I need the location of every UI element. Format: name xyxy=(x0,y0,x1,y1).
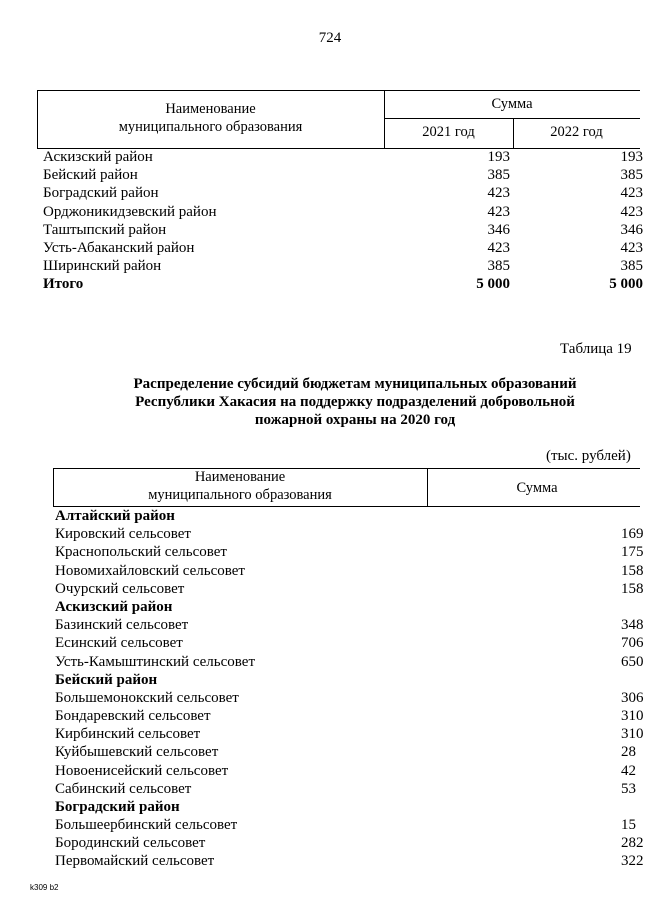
table-row xyxy=(55,762,640,780)
row-value-2022: 423 xyxy=(620,240,643,256)
t2-header-sum: Сумма xyxy=(516,480,558,496)
row-value: 158 xyxy=(621,563,644,579)
row-value-2022: 346 xyxy=(620,222,643,238)
row-name: Большеербинский сельсовет xyxy=(55,817,238,833)
row-name: Кирбинский сельсовет xyxy=(55,726,201,742)
table-row xyxy=(55,562,644,580)
row-value: 53 xyxy=(621,781,636,797)
row-value: 322 xyxy=(621,853,644,869)
row-value: 310 xyxy=(621,726,644,742)
row-name: Куйбышевский сельсовет xyxy=(55,744,219,760)
page-number: 724 xyxy=(318,30,342,46)
row-value: 175 xyxy=(621,544,644,560)
section-title xyxy=(40,375,670,429)
row-name: Кировский сельсовет xyxy=(55,526,191,542)
row-name: Боградский район xyxy=(43,185,159,201)
row-value-2021: 423 xyxy=(487,240,510,256)
row-name: Новомихайловский сельсовет xyxy=(55,563,245,579)
table-row-total xyxy=(43,275,643,293)
table-row xyxy=(55,616,644,634)
district-heading xyxy=(55,798,640,816)
row-name: Первомайский сельсовет xyxy=(55,853,215,869)
row-name: Большемонокский сельсовет xyxy=(55,690,239,706)
district-name: Аскизский район xyxy=(55,599,173,615)
title-line-1: Распределение субсидий бюджетам муниципальных образований xyxy=(133,376,577,392)
row-value-2021: 385 xyxy=(487,258,510,274)
table-label: Таблица 19 xyxy=(560,341,632,357)
table-row xyxy=(55,834,644,852)
table-row xyxy=(55,725,644,743)
row-name: Бейский район xyxy=(43,167,138,183)
district-heading xyxy=(55,507,640,525)
row-value: 42 xyxy=(621,763,636,779)
row-value-2021: 423 xyxy=(487,185,510,201)
row-value-2021: 423 xyxy=(487,204,510,220)
table-row xyxy=(55,743,640,761)
row-value: 650 xyxy=(621,654,644,670)
units-label: (тыс. рублей) xyxy=(546,448,631,464)
row-value: 706 xyxy=(621,635,644,651)
t1-header-year-2022: 2022 год xyxy=(550,124,603,140)
table-row xyxy=(55,816,640,834)
row-value: 348 xyxy=(621,617,644,633)
row-name: Базинский сельсовет xyxy=(55,617,189,633)
table-row xyxy=(55,580,644,598)
t2-header-name-line1: Наименование xyxy=(194,469,286,485)
table-row xyxy=(43,166,643,184)
table-row xyxy=(43,148,643,166)
t1-header-sum: Сумма xyxy=(491,96,533,112)
t1-header-name-line2: муниципального образования xyxy=(118,119,303,135)
row-value-2022: 193 xyxy=(620,149,643,165)
district-name: Бейский район xyxy=(55,672,158,688)
total-value-2022: 5 000 xyxy=(609,276,643,292)
table-row xyxy=(55,653,644,671)
row-value: 310 xyxy=(621,708,644,724)
table-row xyxy=(55,543,644,561)
table-row xyxy=(43,184,643,202)
t2-header-name-line2: муниципального образования xyxy=(148,487,332,503)
t1-header-year-2021: 2021 год xyxy=(422,124,475,140)
row-name: Таштыпский район xyxy=(43,222,167,238)
row-value-2022: 423 xyxy=(620,185,643,201)
table-row xyxy=(55,707,644,725)
table-row xyxy=(43,203,643,221)
total-label: Итого xyxy=(43,276,84,292)
row-name: Аскизский район xyxy=(43,149,153,165)
row-name: Бородинский сельсовет xyxy=(55,835,206,851)
row-value: 15 xyxy=(621,817,636,833)
table-row xyxy=(55,689,644,707)
row-name: Краснопольский сельсовет xyxy=(55,544,227,560)
row-value: 306 xyxy=(621,690,644,706)
district-heading xyxy=(55,671,640,689)
row-value-2021: 385 xyxy=(487,167,510,183)
row-value-2021: 193 xyxy=(487,149,510,165)
table-row xyxy=(43,239,643,257)
row-value: 28 xyxy=(621,744,636,760)
district-name: Алтайский район xyxy=(55,508,175,524)
row-name: Бондаревский сельсовет xyxy=(55,708,211,724)
t1-header-name-line1: Наименование xyxy=(165,101,256,117)
table-row xyxy=(55,852,644,870)
row-value: 169 xyxy=(621,526,644,542)
row-value-2022: 385 xyxy=(620,258,643,274)
district-name: Боградский район xyxy=(55,799,180,815)
table-row xyxy=(55,780,640,798)
row-value: 158 xyxy=(621,581,644,597)
row-value: 282 xyxy=(621,835,644,851)
title-line-3: пожарной охраны на 2020 год xyxy=(254,412,456,428)
row-value-2022: 423 xyxy=(620,204,643,220)
row-name: Ширинский район xyxy=(43,258,162,274)
row-name: Усть-Камыштинский сельсовет xyxy=(55,654,256,670)
row-name: Есинский сельсовет xyxy=(55,635,183,651)
row-name: Усть-Абаканский район xyxy=(43,240,195,256)
row-name: Сабинский сельсовет xyxy=(55,781,192,797)
row-value-2021: 346 xyxy=(487,222,510,238)
table-row xyxy=(43,257,643,275)
total-value-2021: 5 000 xyxy=(476,276,510,292)
table-row xyxy=(55,525,644,543)
table-row xyxy=(43,221,643,239)
row-name: Орджоникидзевский район xyxy=(43,204,217,220)
row-value-2022: 385 xyxy=(620,167,643,183)
row-name: Новоенисейский сельсовет xyxy=(55,763,229,779)
footer-code: k309 b2 xyxy=(30,883,59,892)
district-heading xyxy=(55,598,640,616)
row-name: Очурский сельсовет xyxy=(55,581,185,597)
table-row xyxy=(55,634,644,652)
title-line-2: Республики Хакасия на поддержку подразделений добровольной xyxy=(135,394,575,410)
